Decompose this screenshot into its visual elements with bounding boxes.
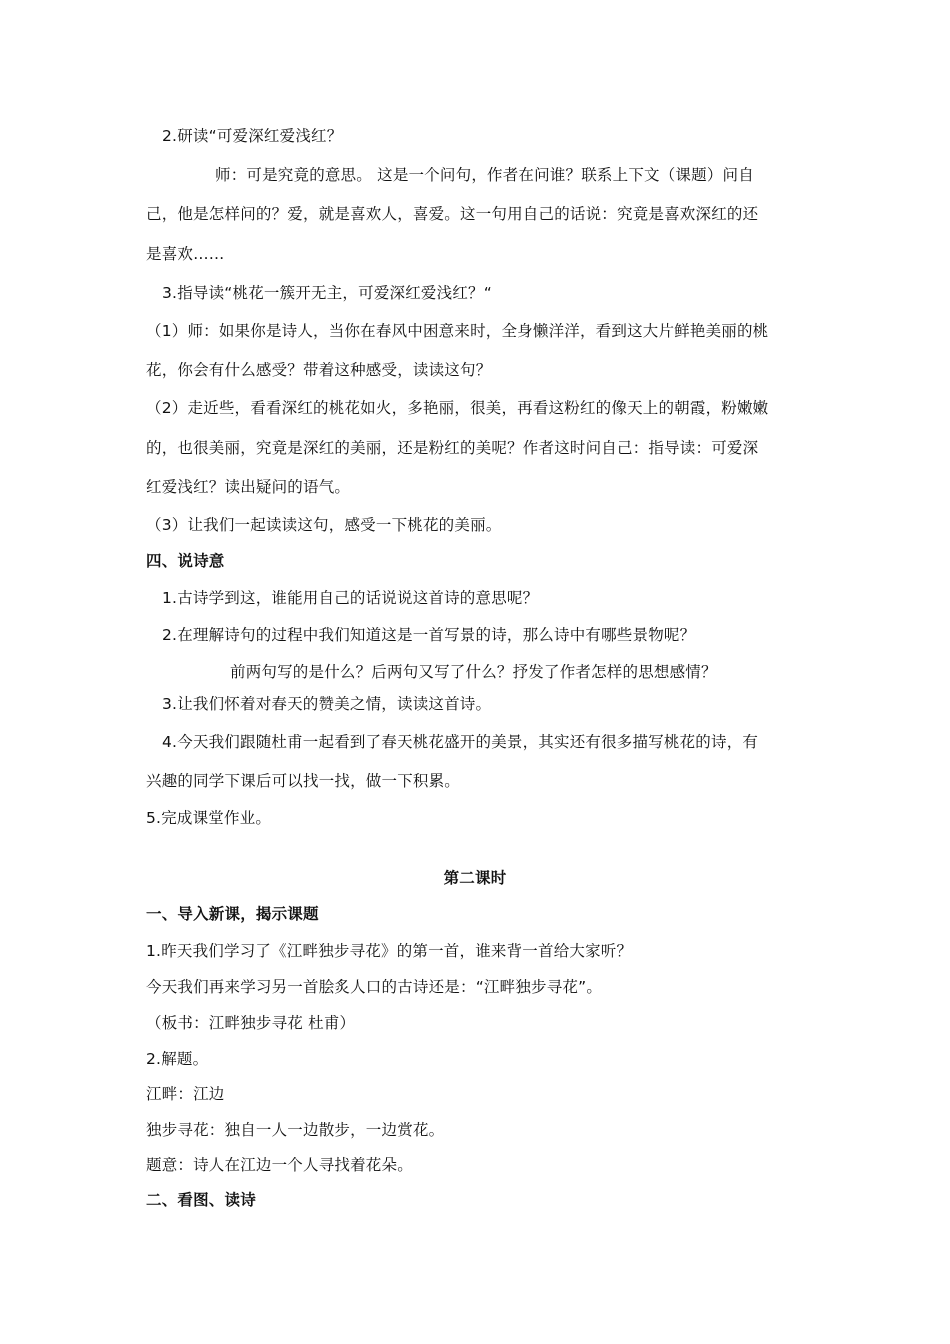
paragraph-line: 红爱浅红？读出疑问的语气。 [146, 478, 351, 496]
paragraph-line: 5.完成课堂作业。 [146, 809, 272, 827]
paragraph-line: 3.让我们怀着对春天的赞美之情，读读这首诗。 [162, 695, 492, 713]
paragraph-line: 4.今天我们跟随杜甫一起看到了春天桃花盛开的美景，其实还有很多描写桃花的诗，有 [162, 733, 759, 751]
paragraph-line: （板书：江畔独步寻花 杜甫） [146, 1014, 356, 1032]
paragraph-line: 2.解题。 [146, 1050, 209, 1068]
paragraph-line: 今天我们再来学习另一首脍炙人口的古诗还是：“江畔独步寻花”。 [146, 978, 603, 996]
paragraph-line: 师：可是究竟的意思。 这是一个问句，作者在问谁？联系上下文（课题）问自 [215, 166, 754, 184]
paragraph-line: 题意：诗人在江边一个人寻找着花朵。 [146, 1156, 413, 1174]
paragraph-line: （2）走近些，看看深红的桃花如火，多艳丽，很美，再看这粉红的像天上的朝霞，粉嫩嫩 [146, 399, 769, 417]
lesson-title: 第二课时 [443, 869, 507, 887]
paragraph-line: 江畔：江边 [146, 1085, 225, 1103]
paragraph-line: 前两句写的是什么？后两句又写了什么？抒发了作者怎样的思想感情？ [230, 663, 717, 681]
section-heading: 四、说诗意 [146, 552, 225, 570]
section-heading: 一、导入新课，揭示课题 [146, 905, 319, 923]
paragraph-line: 1.古诗学到这，谁能用自己的话说说这首诗的意思呢？ [162, 589, 539, 607]
paragraph-line: （3）让我们一起读读这句，感受一下桃花的美丽。 [146, 516, 502, 534]
paragraph-line: 2.研读“可爱深红爱浅红？ [162, 127, 343, 145]
paragraph-line: 独步寻花：独自一人一边散步，一边赏花。 [146, 1121, 445, 1139]
paragraph-line: 1.昨天我们学习了《江畔独步寻花》的第一首，谁来背一首给大家听？ [146, 942, 633, 960]
paragraph-line: 兴趣的同学下课后可以找一找，做一下积累。 [146, 772, 461, 790]
paragraph-line: 己，他是怎样问的？爱，就是喜欢人，喜爱。这一句用自己的话说：究竟是喜欢深红的还 [146, 205, 759, 223]
paragraph-line: （1）师：如果你是诗人，当你在春风中困意来时，全身懒洋洋，看到这大片鲜艳美丽的桃 [146, 322, 769, 340]
paragraph-line: 2.在理解诗句的过程中我们知道这是一首写景的诗，那么诗中有哪些景物呢？ [162, 626, 696, 644]
paragraph-line: 3.指导读“桃花一簇开无主，可爱深红爱浅红？“ [162, 284, 492, 302]
paragraph-line: 是喜欢…… [146, 245, 225, 263]
section-heading: 二、看图、读诗 [146, 1191, 256, 1209]
paragraph-line: 花，你会有什么感受？带着这种感受，读读这句？ [146, 361, 492, 379]
paragraph-line: 的，也很美丽，究竟是深红的美丽，还是粉红的美呢？作者这时问自己：指导读：可爱深 [146, 439, 759, 457]
